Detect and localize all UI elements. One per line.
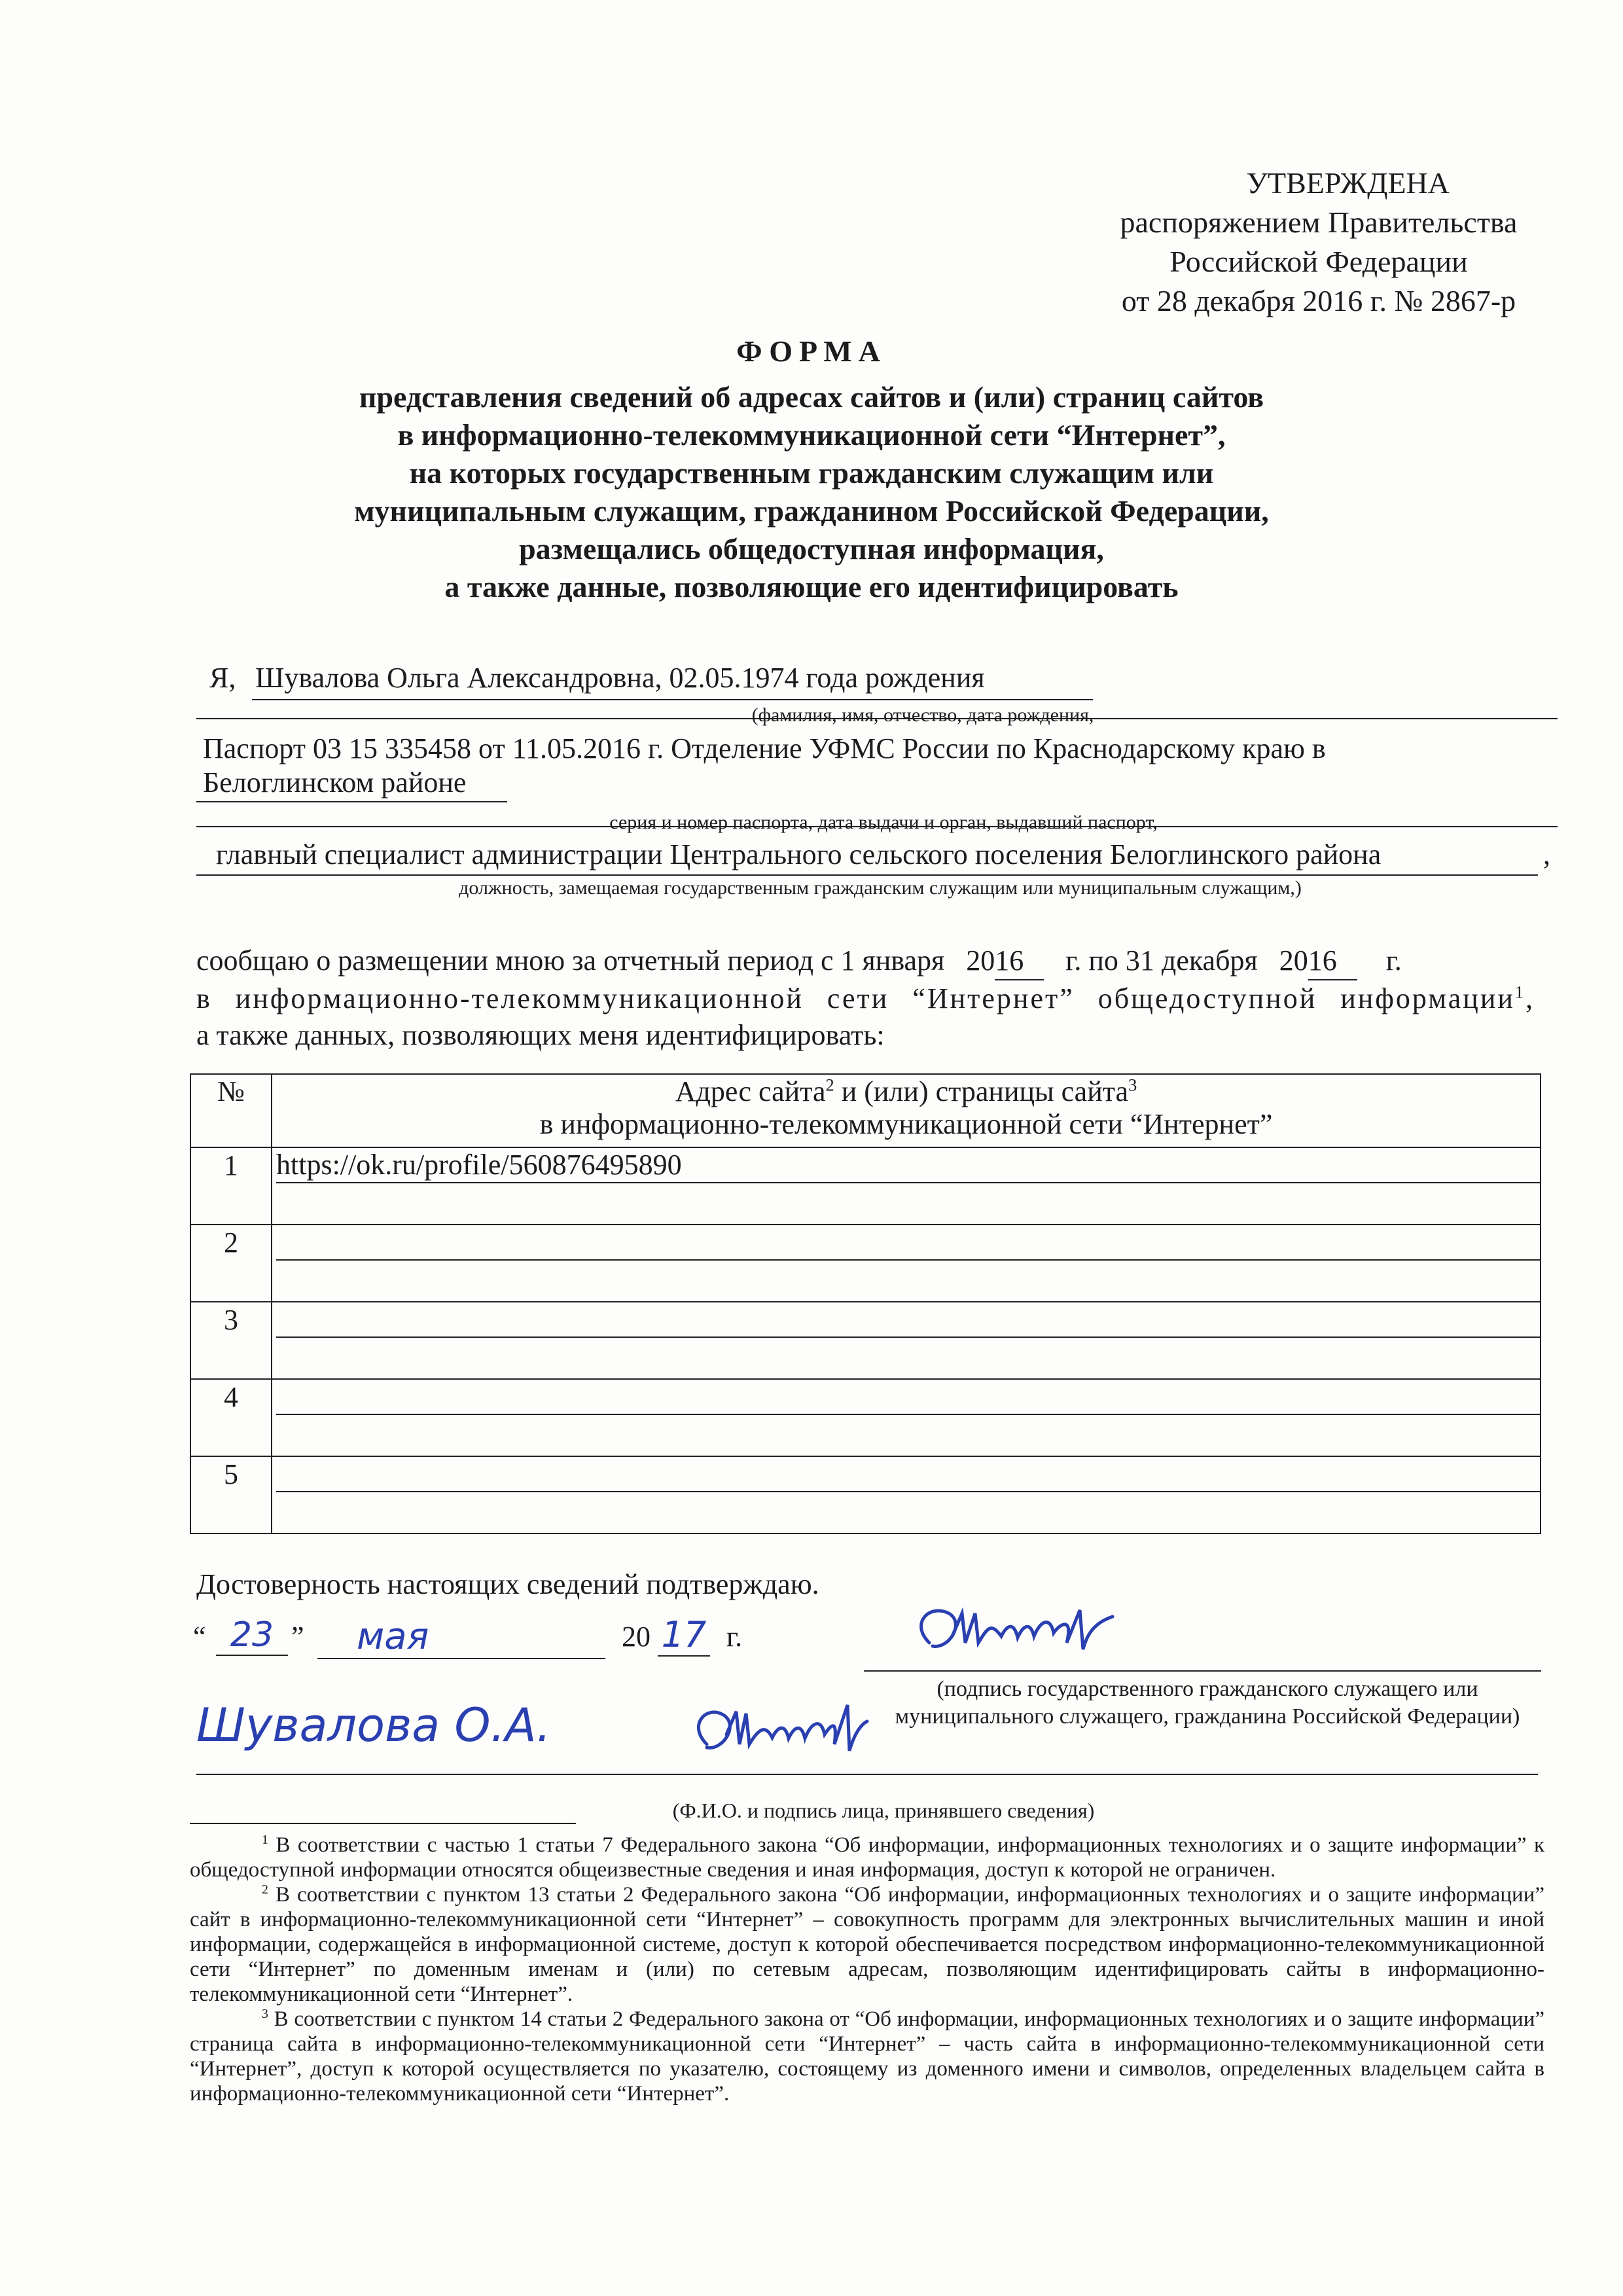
- report-line-2-comma: ,: [1525, 982, 1535, 1014]
- date-year-prefix: 20: [622, 1621, 651, 1653]
- approval-title: УТВЕРЖДЕНА: [1246, 166, 1450, 200]
- footnote-2: [190, 1882, 1544, 2007]
- receiver-line: [196, 1774, 1538, 1775]
- approval-line-3: Российской Федерации: [1169, 245, 1468, 278]
- receiver-name: Шувалова О.А.: [196, 1698, 551, 1752]
- name-value: Шувалова Ольга Александровна, 02.05.1974 года рождения: [255, 662, 985, 694]
- row-address[interactable]: [272, 1456, 1541, 1534]
- subtitle-line: а также данные, позволяющие его идентифицировать: [444, 570, 1179, 603]
- year-end-field: 16: [1308, 942, 1357, 980]
- footnote-text: В соответствии с пунктом 13 статьи 2 Федерального закона “Об информации, информационных технологиях и о защите информации” сайт в информационно-телекоммуникационной сети “Интернет” – совокупность программ для электронных вычислительных машин и иной информации, содержащейся в информационной системе, доступ к которой обеспечивается посредством информационно-телекоммуникационной сети “Интернет” по доменным именам и (или) по сетевым адресам, позволяющим идентифицировать сайты в информационно-телекоммуникационной сети “Интернет”.: [190, 1883, 1545, 2006]
- footnote-mark: 2: [262, 1882, 268, 1897]
- table-row: [190, 1147, 1541, 1225]
- form-subtitle: [249, 378, 1374, 606]
- approval-line-4: от 28 декабря 2016 г. № 2867-р: [1121, 284, 1516, 317]
- col-address-header: [272, 1074, 1541, 1147]
- row-number: 4: [190, 1379, 272, 1456]
- subtitle-line: размещались общедоступная информация,: [519, 532, 1104, 565]
- row-number: 3: [190, 1302, 272, 1379]
- date-month-field: мая: [317, 1615, 605, 1659]
- year-prefix-2: 20: [1279, 944, 1308, 977]
- name-underline: [252, 699, 1093, 700]
- table-row: [190, 1225, 1541, 1302]
- receiver-hint: (Ф.И.О. и подпись лица, принявшего сведения): [672, 1799, 1095, 1822]
- report-paragraph: [196, 942, 1544, 1054]
- date-year-field: 17: [658, 1614, 710, 1657]
- passport-line-1: Паспорт 03 15 335458 от 11.05.2016 г. Отделение УФМС России по Краснодарскому краю в: [203, 732, 1326, 764]
- name-hint: (фамилия, имя, отчество, дата рождения,: [751, 704, 1094, 726]
- footnote-1: [190, 1833, 1544, 1882]
- col-address-part-a: Адрес сайта: [675, 1075, 826, 1107]
- report-line-2-text: в информационно-телекоммуникационной сети “Интернет” общедоступной информации: [196, 982, 1515, 1014]
- passport-line-2: Белоглинском районе: [203, 766, 467, 798]
- position-underline: [196, 874, 1538, 876]
- col-number-header: №: [190, 1074, 272, 1147]
- footnote-ref-2: 2: [825, 1075, 834, 1095]
- row-address-value: https://ok.ru/profile/560876495890: [276, 1148, 1540, 1183]
- employee-signature-line: [864, 1670, 1541, 1672]
- footnote-mark: 3: [262, 2007, 268, 2021]
- footnote-ref-1: 1: [1514, 982, 1526, 1002]
- quote-open: “: [193, 1621, 206, 1653]
- report-text-2: г. по 31 декабря: [1065, 944, 1258, 977]
- receiver-signature: [681, 1695, 870, 1767]
- name-prefix: Я,: [209, 662, 236, 694]
- position-value: главный специалист администрации Центрального сельского поселения Белоглинского района: [216, 838, 1382, 870]
- year-prefix-1: 20: [966, 944, 995, 977]
- position-hint: должность, замещаемая государственным гражданским служащим или муниципальным служащим,): [459, 877, 1302, 899]
- subtitle-line: в информационно-телекоммуникационной сети “Интернет”,: [397, 418, 1226, 452]
- subtitle-line: представления сведений об адресах сайтов и (или) страниц сайтов: [359, 380, 1264, 414]
- footnote-text: В соответствии с частью 1 статьи 7 Федерального закона “Об информации, информационных технологиях и о защите информации” к общедоступной информации относятся общеизвестные сведения и иная информация, доступ к которой не ограничен.: [190, 1833, 1545, 1882]
- row-address[interactable]: [272, 1379, 1541, 1456]
- footnote-separator: [190, 1823, 576, 1824]
- confirm-text: Достоверность настоящих сведений подтверждаю.: [196, 1568, 819, 1600]
- employee-signature-hint: (подпись государственного гражданского служащего или муниципального служащего, гражданина Российской Федерации): [895, 1677, 1520, 1729]
- row-address[interactable]: [272, 1147, 1541, 1225]
- table-row: [190, 1379, 1541, 1456]
- table-row: [190, 1302, 1541, 1379]
- date-year-suffix: г.: [726, 1621, 743, 1653]
- date-day-field: 23: [216, 1615, 288, 1656]
- footnote-text: В соответствии с пунктом 14 статьи 2 Федерального закона от “Об информации, информационных технологиях и о защите информации” страница сайта в информационно-телекоммуникационной сети “Интернет” – часть сайта в информационно-телекоммуникационной сети “Интернет”, доступ к которой осуществляется по указателю, состоящему из доменного имени и символов, определенных владельцем сайта в информационно-телекоммуникационной сети “Интернет”.: [190, 2007, 1545, 2106]
- col-address-part-b: и (или) страницы сайта: [841, 1075, 1129, 1107]
- report-line-2: [196, 980, 1544, 1017]
- report-text-3: г.: [1385, 944, 1402, 977]
- approval-line-2: распоряжением Правительства: [1120, 206, 1518, 239]
- position-comma: ,: [1543, 838, 1550, 870]
- row-address[interactable]: [272, 1302, 1541, 1379]
- passport-hint: серия и номер паспорта, дата выдачи и орган, выдавший паспорт,: [609, 812, 1158, 833]
- employee-signature: [903, 1597, 1126, 1669]
- report-line-1: [196, 942, 1544, 980]
- table-row: [190, 1456, 1541, 1534]
- row-number: 2: [190, 1225, 272, 1302]
- sites-table: [190, 1073, 1541, 1534]
- footnote-mark: 1: [262, 1833, 268, 1847]
- year-start-field: 16: [995, 942, 1044, 980]
- report-line-3: а также данных, позволяющих меня идентифицировать:: [196, 1019, 885, 1051]
- form-title: ФОРМА: [736, 334, 887, 368]
- table-header-row: [190, 1074, 1541, 1147]
- row-address-value: [276, 1225, 1540, 1261]
- subtitle-line: на которых государственным гражданским служащим или: [409, 456, 1214, 490]
- footnotes: [190, 1833, 1544, 2106]
- approval-block: [1090, 164, 1548, 321]
- subtitle-line: муниципальным служащим, гражданином Российской Федерации,: [354, 494, 1269, 528]
- row-number: 5: [190, 1456, 272, 1534]
- row-address-value: [276, 1457, 1540, 1492]
- row-number: 1: [190, 1147, 272, 1225]
- row-address-value: [276, 1302, 1540, 1338]
- footnote-ref-3: 3: [1128, 1075, 1137, 1095]
- row-address-value: [276, 1380, 1540, 1415]
- footnote-3: [190, 2007, 1544, 2106]
- quote-close: ”: [291, 1621, 304, 1653]
- passport-continuation-line: [196, 826, 1558, 827]
- row-address[interactable]: [272, 1225, 1541, 1302]
- passport-underline: [196, 801, 507, 802]
- col-address-part-c: в информационно-телекоммуникационной сети “Интернет”: [539, 1108, 1273, 1140]
- report-text-1: сообщаю о размещении мною за отчетный период с 1 января: [196, 944, 945, 977]
